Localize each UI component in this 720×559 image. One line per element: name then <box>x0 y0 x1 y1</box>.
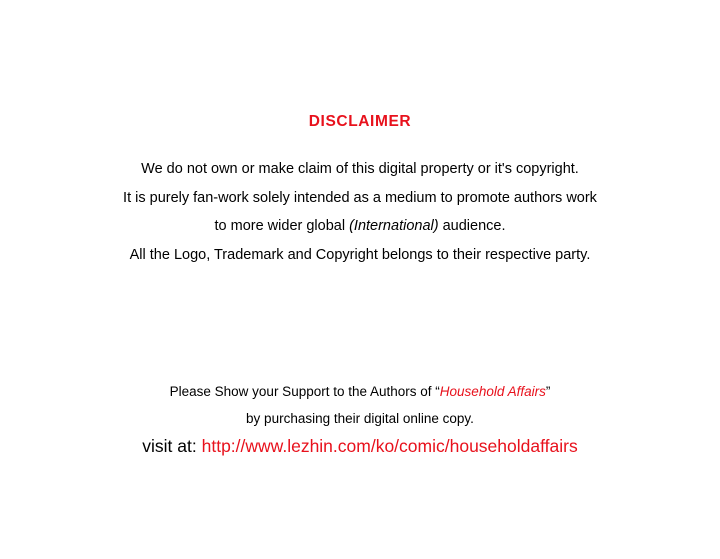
support-line-1-suffix: ” <box>545 384 551 399</box>
visit-label: visit at: <box>142 436 202 456</box>
disclaimer-line-1: We do not own or make claim of this digital property or it's copyright. <box>141 161 579 177</box>
support-line-1 <box>0 378 720 405</box>
disclaimer-heading: DISCLAIMER <box>308 113 412 130</box>
disclaimer-line-4: All the Logo, Trademark and Copyright belongs to their respective party. <box>129 246 591 263</box>
visit-line <box>0 436 720 457</box>
disclaimer-line-3-italic: (International) <box>349 218 439 234</box>
comic-url-link[interactable]: http://www.lezhin.com/ko/comic/householdaffairs <box>201 436 578 456</box>
support-line-2: by purchasing their digital online copy. <box>246 411 474 426</box>
support-text <box>0 378 720 432</box>
work-title: Household Affairs <box>439 384 546 399</box>
support-line-1-prefix: Please Show your Support to the Authors of “ <box>169 384 440 399</box>
disclaimer-line-3-end: audience. <box>438 218 506 234</box>
disclaimer-line-3-start: to more wider global <box>214 218 350 234</box>
disclaimer-text <box>0 155 720 269</box>
disclaimer-line-2: It is purely fan-work solely intended as a medium to promote authors work <box>123 189 597 206</box>
disclaimer-line-3 <box>0 212 720 241</box>
